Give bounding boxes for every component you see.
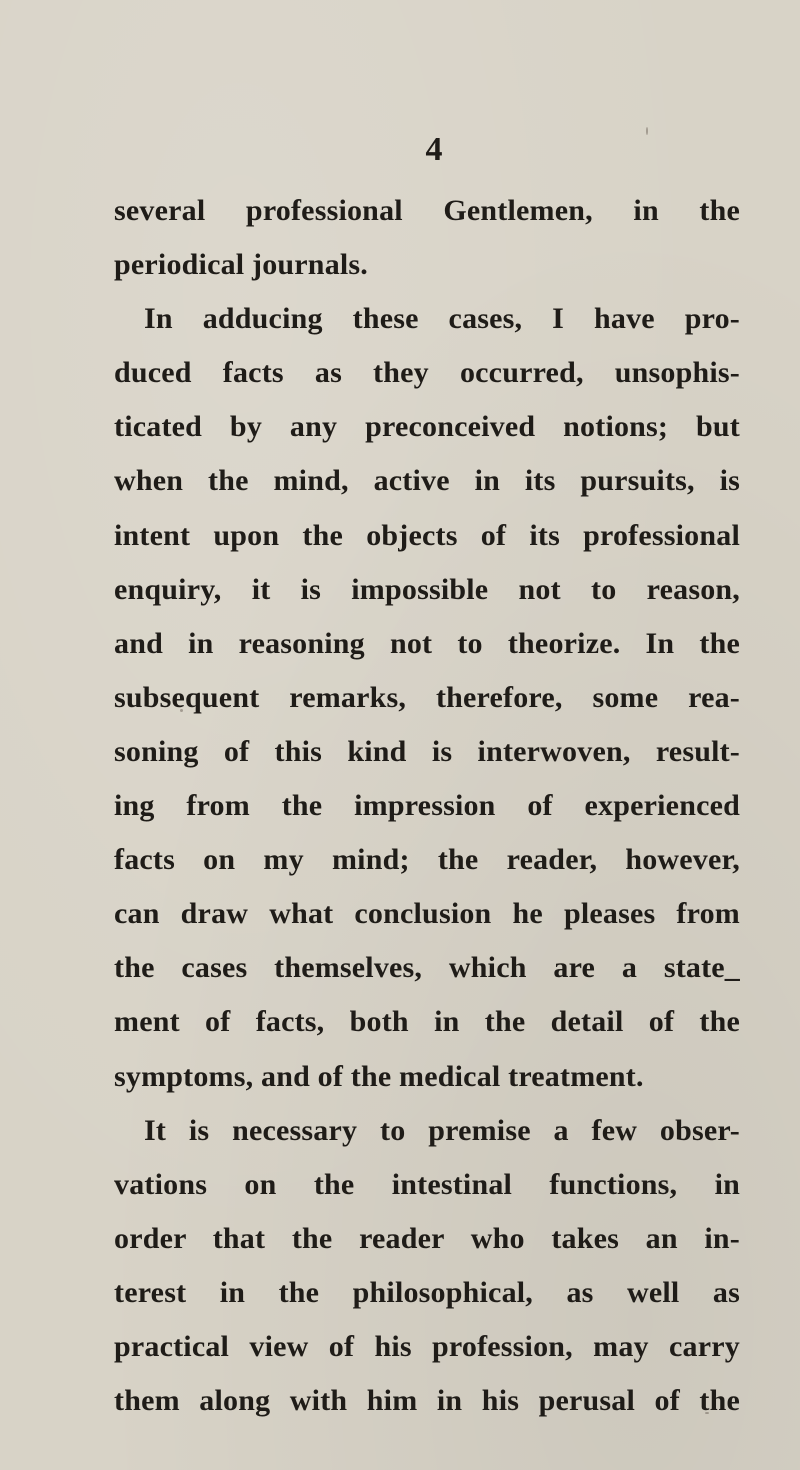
text-line: when the mind, active in its pursuits, is bbox=[114, 464, 740, 498]
text-line: intent upon the objects of its professional bbox=[114, 518, 740, 552]
paper-speck bbox=[646, 127, 648, 135]
text-line: facts on my mind; the reader, however, bbox=[114, 843, 740, 877]
text-line: duced facts as they occurred, unsophis- bbox=[114, 356, 740, 390]
page-number: 4 bbox=[425, 131, 443, 168]
text-line: the cases themselves, which are a state_ bbox=[114, 951, 740, 985]
paper-speck bbox=[180, 709, 183, 712]
text-line: periodical journals. bbox=[114, 248, 369, 282]
text-line: terest in the philosophical, as well as bbox=[114, 1275, 740, 1309]
text-line: them along with him in his perusal of the bbox=[114, 1384, 740, 1418]
text-line: practical view of his profession, may carry bbox=[114, 1329, 740, 1363]
text-line: It is necessary to premise a few obser- bbox=[144, 1113, 740, 1147]
text-line: order that the reader who takes an in- bbox=[114, 1221, 740, 1255]
text-line: subsequent remarks, therefore, some rea- bbox=[114, 680, 740, 714]
text-line: ment of facts, both in the detail of the bbox=[114, 1005, 740, 1039]
text-line: In adducing these cases, I have pro- bbox=[144, 302, 740, 336]
text-line: symptoms, and of the medical treatment. bbox=[114, 1059, 644, 1093]
paper-speck bbox=[705, 1412, 709, 1414]
text-line: soning of this kind is interwoven, result- bbox=[114, 734, 740, 768]
text-line: vations on the intestinal functions, in bbox=[114, 1167, 740, 1201]
text-line: several professional Gentlemen, in the bbox=[114, 194, 740, 227]
text-line: can draw what conclusion he pleases from bbox=[114, 897, 740, 931]
body-text bbox=[114, 184, 740, 1428]
text-line: ing from the impression of experienced bbox=[114, 789, 740, 823]
text-line: ticated by any preconceived notions; but bbox=[114, 410, 740, 444]
text-line: enquiry, it is impossible not to reason, bbox=[114, 572, 740, 606]
text-line: and in reasoning not to theorize. In the bbox=[114, 626, 740, 660]
